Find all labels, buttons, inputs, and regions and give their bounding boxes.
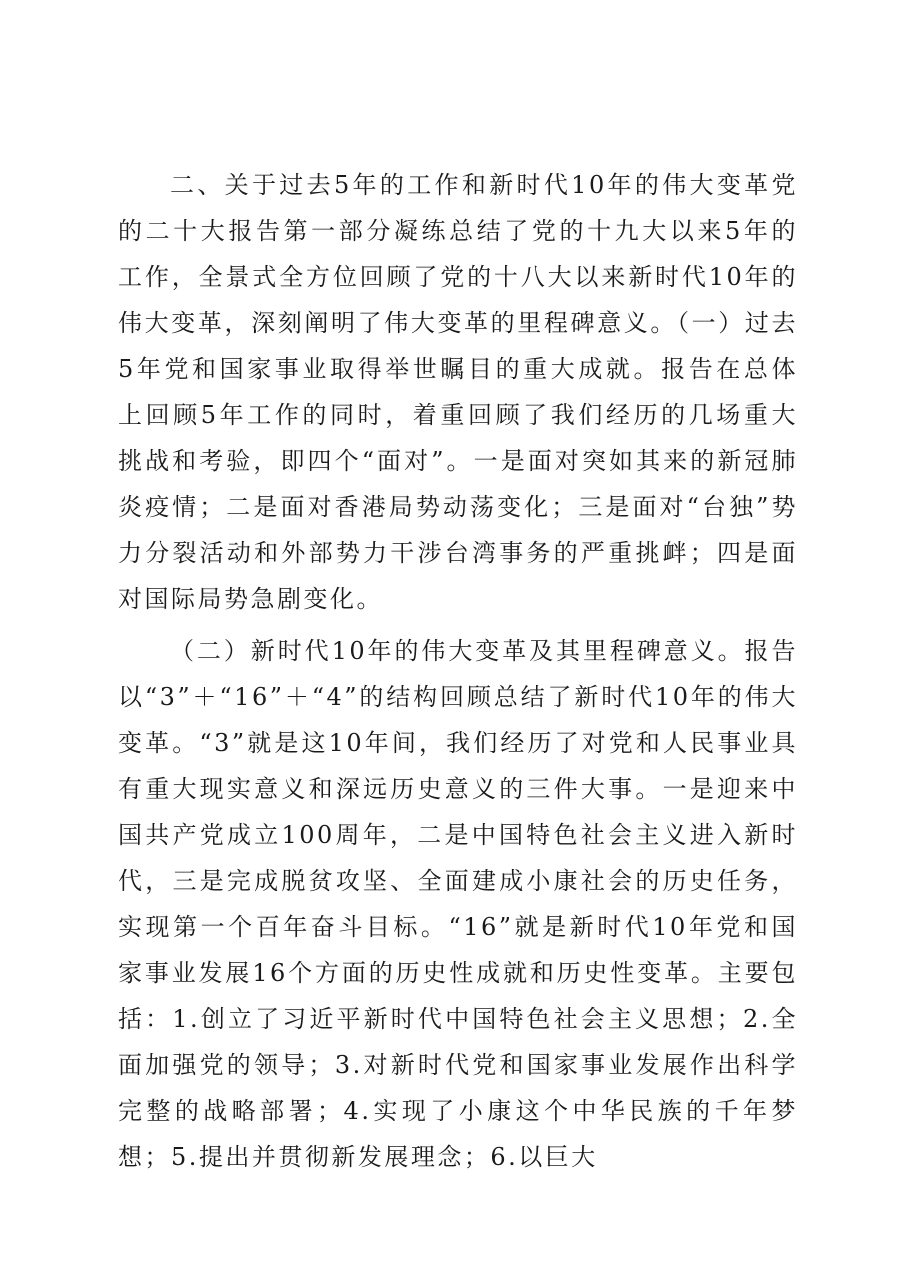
document-body: [118, 162, 798, 1180]
paragraph-2: （二）新时代10年的伟大变革及其里程碑意义。报告以“3”＋“16”＋“4”的结构回顾总结了新时代10年的伟大变革。“3”就是这10年间，我们经历了对党和人民事业具有重大现实意义和深远历史意义的三件大事。一是迎来中国共产党成立100周年，二是中国特色社会主义进入新时代，三是完成脱贫攻坚、全面建成小康社会的历史任务，实现第一个百年奋斗目标。“16”就是新时代10年党和国家事业发展16个方面的历史性成就和历史性变革。主要包括：1.创立了习近平新时代中国特色社会主义思想；2.全面加强党的领导；3.对新时代党和国家事业发展作出科学完整的战略部署；4.实现了小康这个中华民族的千年梦想；5.提出并贯彻新发展理念；6.以巨大: [118, 637, 798, 1171]
paragraph-1: 二、关于过去5年的工作和新时代10年的伟大变革党的二十大报告第一部分凝练总结了党的十九大以来5年的工作，全景式全方位回顾了党的十八大以来新时代10年的伟大变革，深刻阐明了伟大变革的里程碑意义。（一）过去5年党和国家事业取得举世瞩目的重大成就。报告在总体上回顾5年工作的同时，着重回顾了我们经历的几场重大挑战和考验，即四个“面对”。一是面对突如其来的新冠肺炎疫情；二是面对香港局势动荡变化；三是面对“台独”势力分裂活动和外部势力干涉台湾事务的严重挑衅；四是面对国际局势急剧变化。: [118, 171, 798, 613]
